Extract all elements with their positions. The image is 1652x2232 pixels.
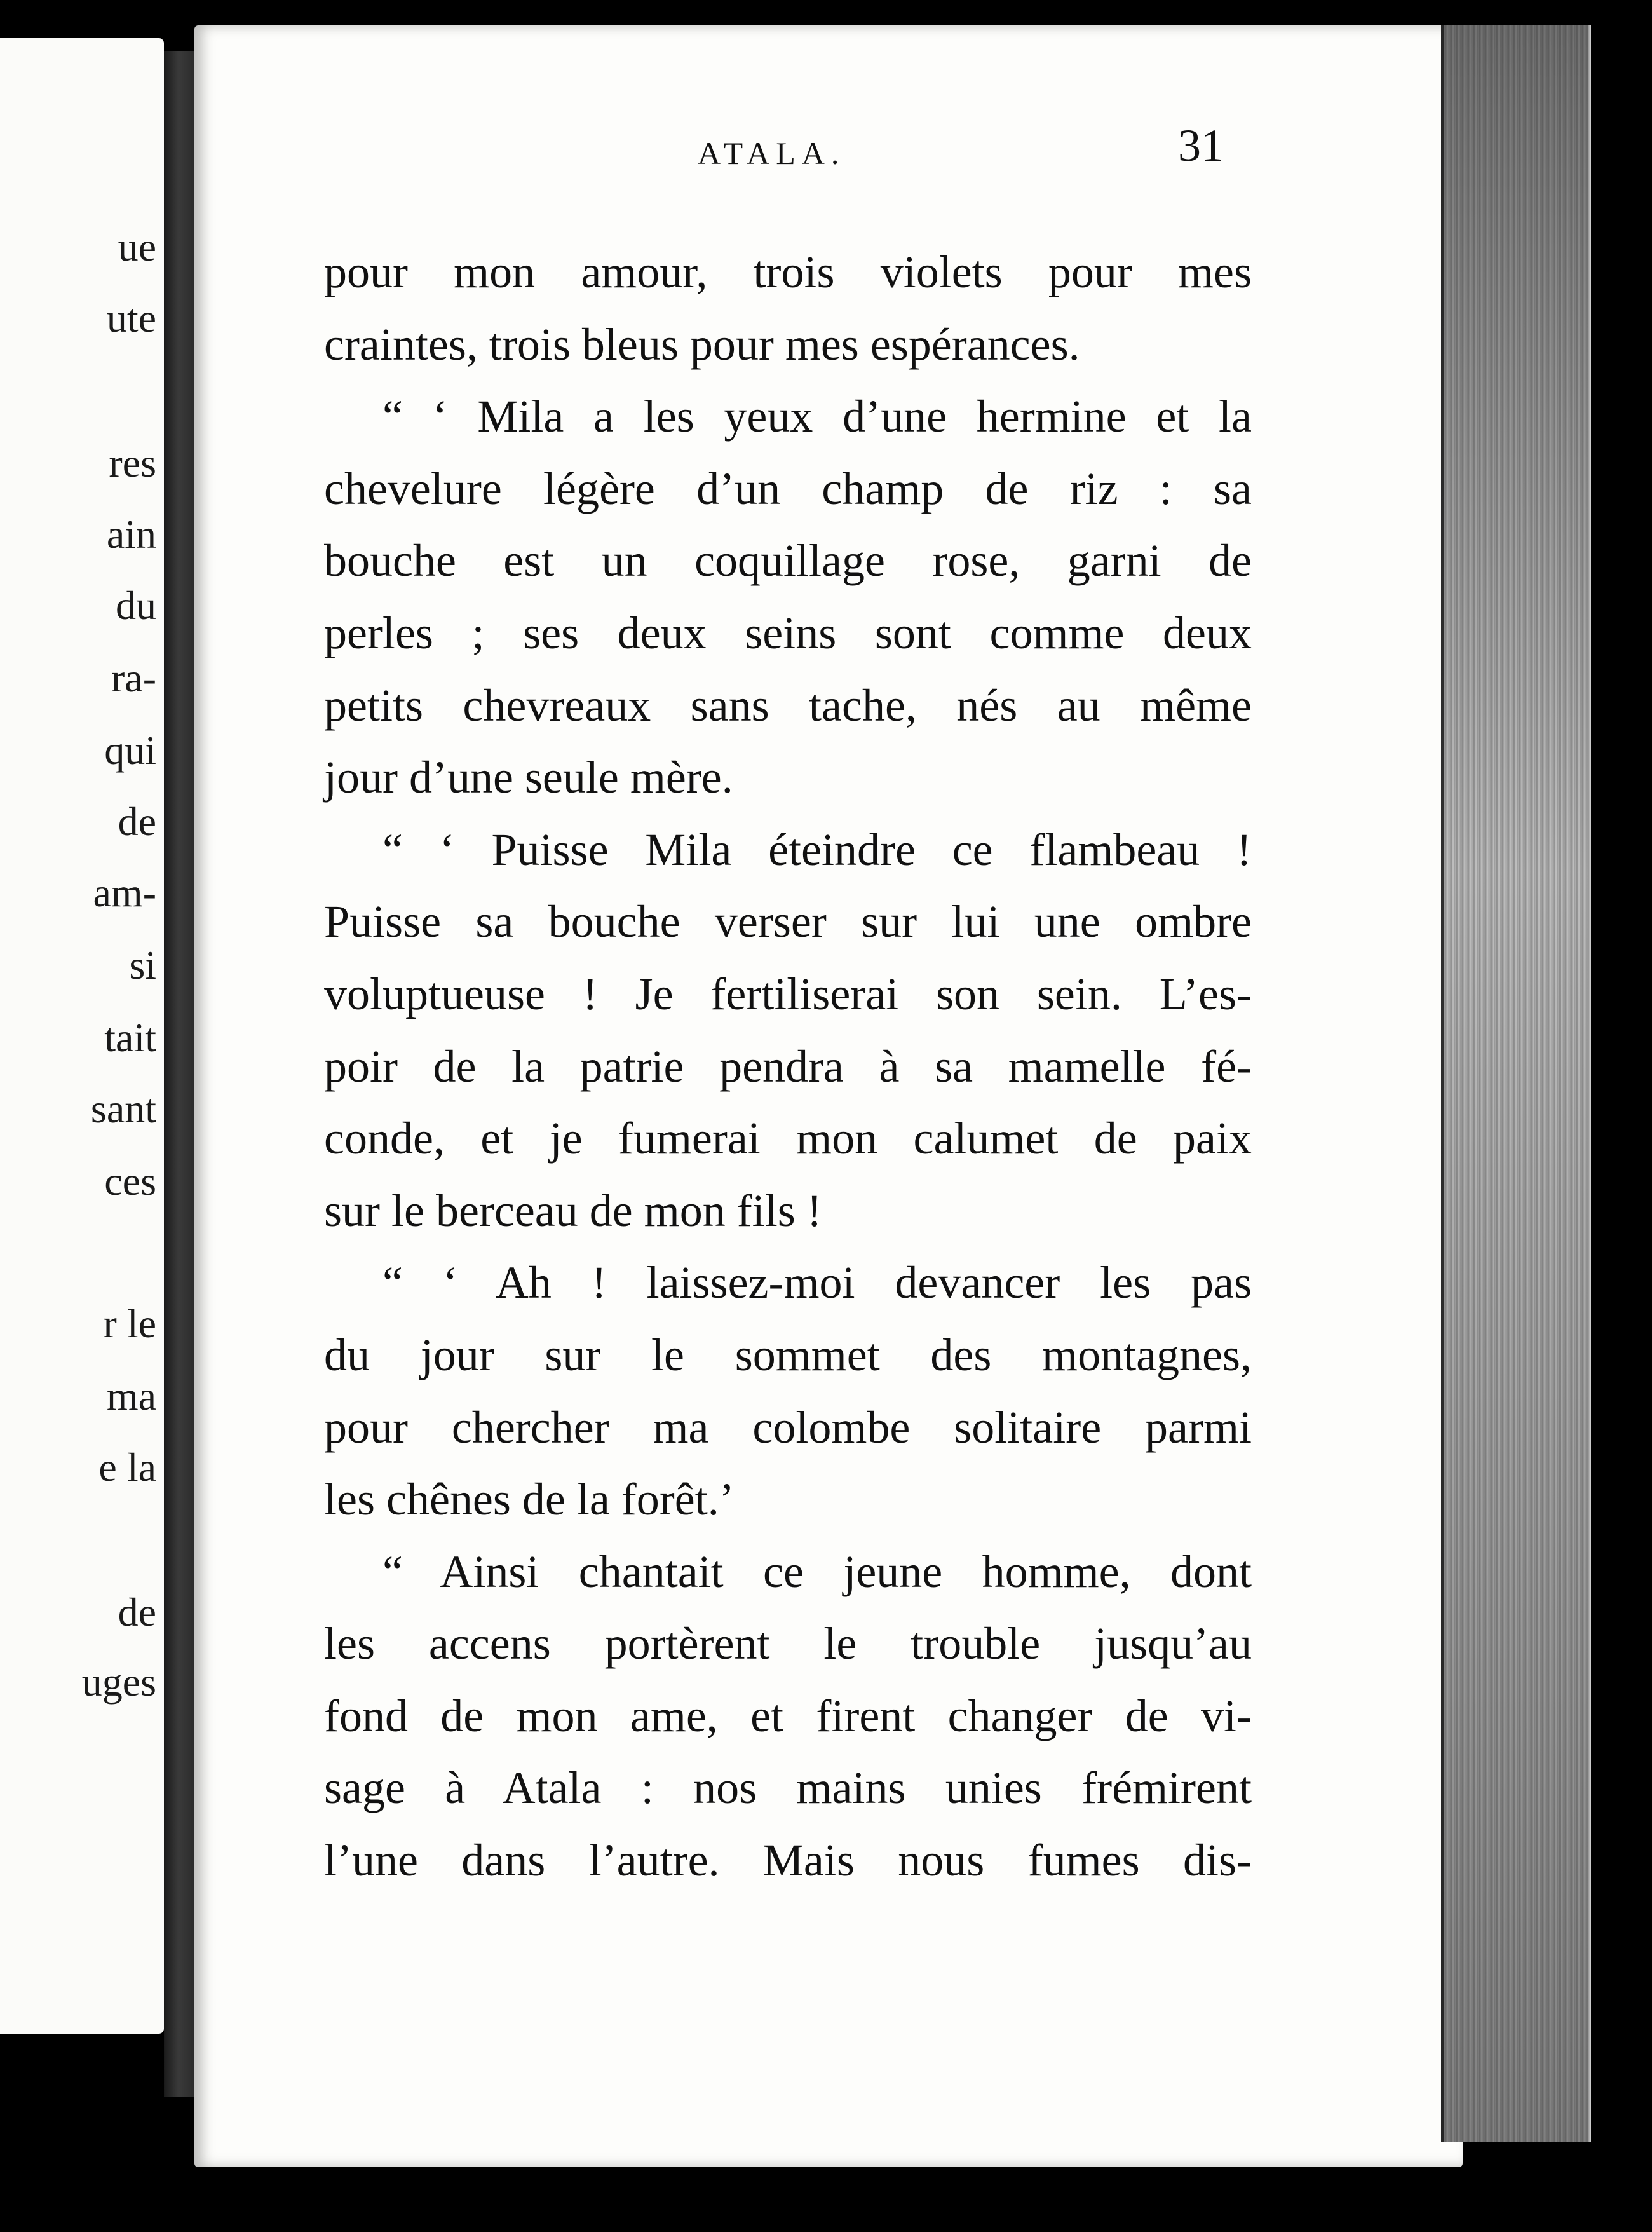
left-page-line-fragment: qui <box>104 728 156 773</box>
text-line: l’une dans l’autre. Mais nous fumes dis- <box>324 1835 1252 1886</box>
text-line: voluptueuse ! Je fertiliserai son sein. L’es- <box>324 968 1252 1019</box>
left-page-line-fragment: r le <box>103 1301 156 1346</box>
left-page-line-fragment: de <box>118 1589 156 1635</box>
text-line: poir de la patrie pendra à sa mamelle fé- <box>324 1040 1252 1092</box>
left-page-line-fragment: si <box>129 942 156 988</box>
left-page-line-fragment: am- <box>93 870 156 915</box>
text-line: “ ‘ Ah ! laissez-moi devancer les pas <box>383 1257 1252 1309</box>
left-page-line-fragment: ute <box>106 296 156 341</box>
text-line: du jour sur le sommet des montagnes, <box>324 1329 1252 1380</box>
text-line: craintes, trois bleus pour mes espérances. <box>324 318 1080 370</box>
page-edge-shadow <box>1441 25 1588 2142</box>
left-page-line-fragment: ra- <box>111 655 156 700</box>
text-line: petits chevreaux sans tache, nés au même <box>324 679 1252 731</box>
left-page-line-fragment: tait <box>104 1015 156 1060</box>
text-line: “ ‘ Puisse Mila éteindre ce flambeau ! <box>383 824 1252 875</box>
left-page-line-fragment: e la <box>98 1445 156 1490</box>
left-page-line-fragment: ain <box>106 512 156 557</box>
text-line: Puisse sa bouche verser sur lui une ombre <box>324 896 1252 948</box>
left-page-line-fragment: de <box>118 799 156 844</box>
text-line: conde, et je fumerai mon calumet de paix <box>324 1113 1252 1164</box>
text-line: les chênes de la forêt.’ <box>324 1474 735 1525</box>
text-line: pour mon amour, trois violets pour mes <box>324 247 1252 297</box>
text-line: perles ; ses deux seins sont comme deux <box>324 607 1252 658</box>
left-page-line-fragment: res <box>109 440 156 486</box>
left-page-line-fragment: ces <box>104 1159 156 1204</box>
text-line: chevelure légère d’un champ de riz : sa <box>324 463 1252 514</box>
left-page-line-fragment: du <box>116 583 156 628</box>
text-line: “ ‘ Mila a les yeux d’une hermine et la <box>383 391 1252 442</box>
running-head: ATALA. <box>698 135 846 171</box>
text-line: jour d’une seule mère. <box>324 752 733 803</box>
left-page-line-fragment: ma <box>106 1373 156 1419</box>
left-facing-page <box>0 38 164 2034</box>
text-line: fond de mon ame, et firent changer de vi- <box>324 1690 1252 1741</box>
left-page-line-fragment: uges <box>81 1659 156 1705</box>
body-text <box>324 236 1252 1897</box>
text-line: les accens portèrent le trouble jusqu’au <box>324 1618 1252 1670</box>
left-page-line-fragment: sant <box>90 1086 156 1131</box>
text-line: bouche est un coquillage rose, garni de <box>324 535 1252 587</box>
left-page-line-fragment: ue <box>118 224 156 269</box>
text-line: “ Ainsi chantait ce jeune homme, dont <box>383 1546 1252 1597</box>
text-line: sur le berceau de mon fils ! <box>324 1185 822 1236</box>
text-line: sage à Atala : nos mains unies frémirent <box>324 1762 1252 1814</box>
page-number: 31 <box>1178 120 1224 171</box>
text-line: pour chercher ma colombe solitaire parmi <box>324 1401 1252 1453</box>
